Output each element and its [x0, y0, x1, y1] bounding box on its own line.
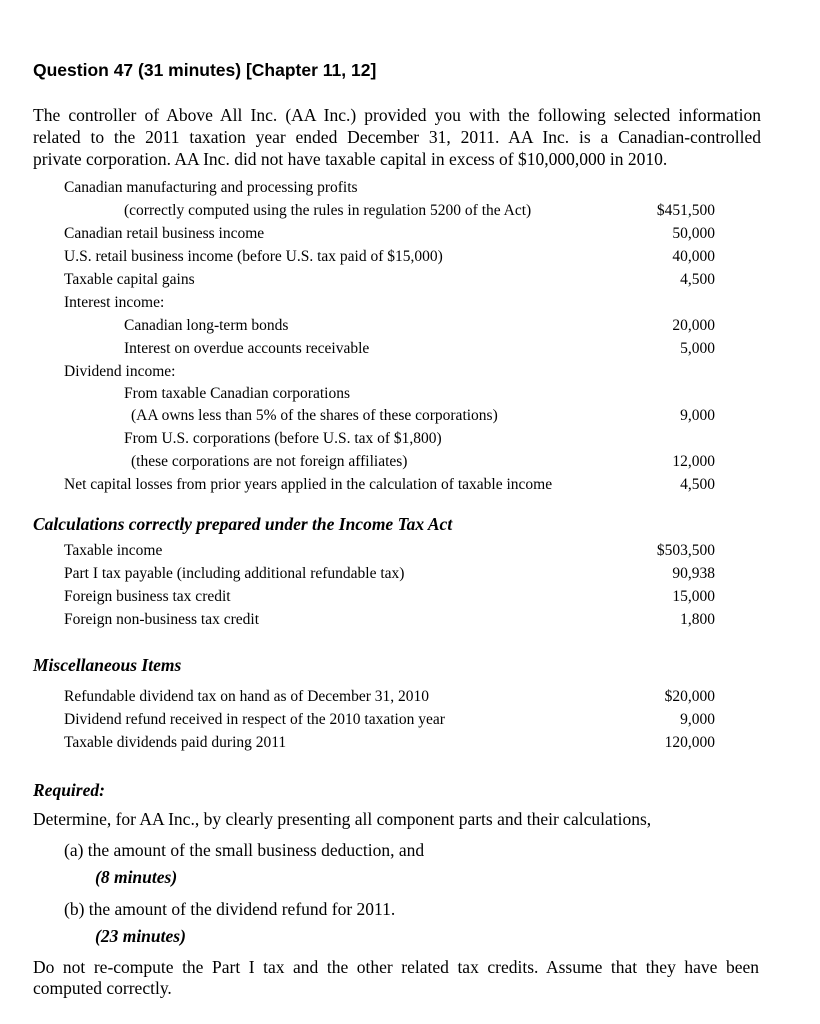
info-label: (these corporations are not foreign affiliates): [131, 453, 408, 470]
info-label: Net capital losses from prior years applied in the calculation of taxable income: [64, 476, 553, 493]
calc-amount: 15,000: [672, 588, 715, 605]
calc-amount: $503,500: [656, 542, 715, 559]
calc-label: Part I tax payable (including additional refundable tax): [64, 565, 405, 582]
info-label: Taxable capital gains: [64, 271, 195, 288]
info-amount: 5,000: [680, 340, 715, 357]
info-row: [0, 363, 820, 386]
misc-row: [0, 711, 820, 734]
calc-heading: Calculations correctly prepared under the Income Tax Act: [33, 514, 453, 534]
info-row: [0, 202, 820, 225]
info-row: [0, 225, 820, 248]
intro-paragraph: [33, 104, 761, 170]
intro-line: private corporation. AA Inc. did not have taxable capital in excess of $10,000,000 in 2010.: [33, 149, 668, 169]
info-amount: 12,000: [672, 453, 715, 470]
info-row: [0, 407, 820, 430]
info-label: (AA owns less than 5% of the shares of these corporations): [131, 407, 498, 424]
info-label: Interest on overdue accounts receivable: [124, 340, 370, 357]
misc-amount: $20,000: [664, 688, 715, 705]
info-row: [0, 476, 820, 499]
closing-line: Do not re-compute the Part I tax and the other related tax credits. Assume that they have been: [33, 957, 759, 977]
info-row: [0, 248, 820, 271]
info-row: [0, 385, 820, 408]
calc-amount: 90,938: [672, 565, 715, 582]
info-row: [0, 340, 820, 363]
required-text: Determine, for AA Inc., by clearly presenting all component parts and their calculations,: [33, 809, 652, 829]
misc-row: [0, 734, 820, 757]
part-a-time: (8 minutes): [95, 867, 178, 887]
info-row: [0, 271, 820, 294]
info-amount: $451,500: [656, 202, 715, 219]
info-label: U.S. retail business income (before U.S. tax paid of $15,000): [64, 248, 443, 265]
info-amount: 50,000: [672, 225, 715, 242]
part-b-time: (23 minutes): [95, 926, 186, 946]
misc-row: [0, 688, 820, 711]
info-amount: 4,500: [680, 271, 715, 288]
part-b-text: (b) the amount of the dividend refund for 2011.: [64, 899, 396, 919]
info-row: [0, 453, 820, 476]
misc-heading: Miscellaneous Items: [33, 655, 182, 675]
info-label: From taxable Canadian corporations: [124, 385, 350, 402]
intro-line: related to the 2011 taxation year ended December 31, 2011. AA Inc. is a Canadian-controlled: [33, 127, 761, 147]
misc-amount: 120,000: [664, 734, 715, 751]
calc-row: [0, 565, 820, 588]
info-label: Canadian retail business income: [64, 225, 265, 242]
calc-label: Taxable income: [64, 542, 163, 559]
info-row: [0, 294, 820, 317]
info-label: (correctly computed using the rules in regulation 5200 of the Act): [124, 202, 532, 219]
required-heading: Required:: [33, 780, 105, 800]
calc-row: [0, 611, 820, 634]
question-title: Question 47 (31 minutes) [Chapter 11, 12]: [33, 60, 377, 80]
intro-line: The controller of Above All Inc. (AA Inc.) provided you with the following selected information: [33, 105, 761, 125]
info-label: Dividend income:: [64, 363, 176, 380]
info-row: [0, 317, 820, 340]
info-row: [0, 430, 820, 453]
calc-amount: 1,800: [680, 611, 715, 628]
calc-label: Foreign business tax credit: [64, 588, 231, 605]
info-label: Canadian long-term bonds: [124, 317, 289, 334]
misc-amount: 9,000: [680, 711, 715, 728]
info-amount: 4,500: [680, 476, 715, 493]
info-label: From U.S. corporations (before U.S. tax of $1,800): [124, 430, 442, 447]
info-amount: 40,000: [672, 248, 715, 265]
info-label: Canadian manufacturing and processing profits: [64, 179, 358, 196]
info-label: Interest income:: [64, 294, 165, 311]
closing-line: computed correctly.: [33, 978, 172, 998]
info-amount: 9,000: [680, 407, 715, 424]
info-row: [0, 179, 820, 202]
misc-label: Dividend refund received in respect of the 2010 taxation year: [64, 711, 445, 728]
info-amount: 20,000: [672, 317, 715, 334]
part-a-text: (a) the amount of the small business deduction, and: [64, 840, 425, 860]
calc-label: Foreign non-business tax credit: [64, 611, 260, 628]
misc-label: Refundable dividend tax on hand as of December 31, 2010: [64, 688, 430, 705]
calc-row: [0, 542, 820, 565]
misc-label: Taxable dividends paid during 2011: [64, 734, 287, 751]
calc-row: [0, 588, 820, 611]
